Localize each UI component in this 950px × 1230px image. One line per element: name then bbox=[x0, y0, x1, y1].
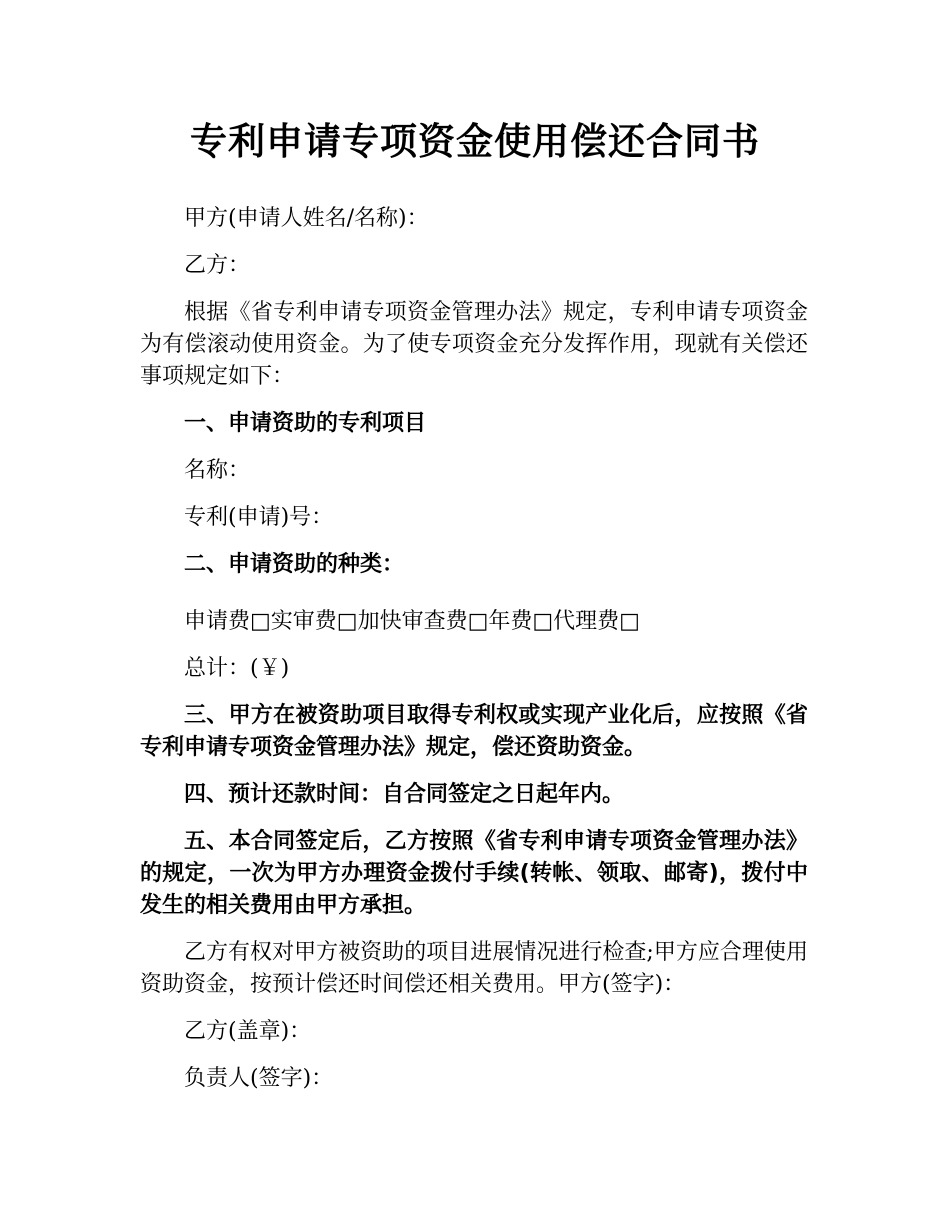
intro-paragraph: 根据《省专利申请专项资金管理办法》规定，专利申请专项资金为有偿滚动使用资金。为了使专项资金充分发挥作用，现就有关偿还事项规定如下： bbox=[140, 300, 808, 389]
section-5-paragraph: 五、本合同签定后，乙方按照《省专利申请专项资金管理办法》的规定，一次为甲方办理资金拨付手续(转帐、领取、邮寄)，拨付中发生的相关费用由甲方承担。 bbox=[140, 829, 808, 918]
fee-types-line: 申请费□实审费□加快审查费□年费□代理费□ bbox=[184, 609, 640, 634]
document-body bbox=[140, 203, 808, 1095]
inspection-paragraph: 乙方有权对甲方被资助的项目进展情况进行检查;甲方应合理使用资助资金，按预计偿还时间偿还相关费用。甲方(签字)： bbox=[140, 940, 808, 997]
project-name-line: 名称： bbox=[184, 458, 251, 483]
section-4-paragraph: 四、预计还款时间：自合同签定之日起年内。 bbox=[184, 782, 625, 807]
section-1-heading: 一、申请资助的专利项目 bbox=[184, 411, 427, 436]
document-title: 专利申请专项资金使用偿还合同书 bbox=[190, 120, 760, 163]
section-3-paragraph: 三、甲方在被资助项目取得专利权或实现产业化后，应按照《省专利申请专项资金管理办法》规定，偿还资助资金。 bbox=[140, 703, 808, 760]
section-2-heading: 二、申请资助的种类： bbox=[184, 552, 405, 577]
patent-number-line: 专利(申请)号： bbox=[184, 505, 334, 530]
total-line: 总计：(￥) bbox=[184, 656, 290, 681]
party-a-line: 甲方(申请人姓名/名称)： bbox=[184, 206, 429, 231]
party-b-line: 乙方： bbox=[184, 253, 251, 278]
party-b-seal-line: 乙方(盖章)： bbox=[184, 1019, 312, 1044]
responsible-person-line: 负责人(签字)： bbox=[184, 1066, 334, 1091]
